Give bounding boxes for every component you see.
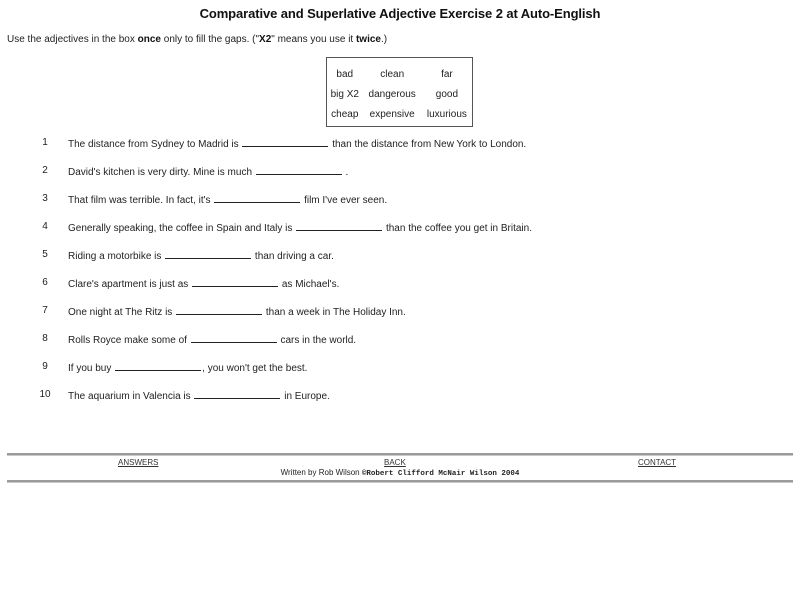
question-before: If you buy [68, 363, 115, 374]
question-item [0, 193, 800, 221]
question-number: 5 [42, 249, 48, 260]
answer-gap [115, 361, 201, 371]
question-item [0, 165, 800, 193]
answers-link[interactable]: ANSWERS [118, 458, 159, 467]
question-item [0, 221, 800, 249]
word-row [327, 104, 472, 124]
question-text [68, 221, 532, 234]
question-after: as Michael's. [279, 279, 340, 290]
question-list [0, 137, 800, 417]
question-before: Riding a motorbike is [68, 251, 165, 262]
question-number: 10 [39, 389, 51, 400]
instructions-text-1: Use the adjectives in the box [7, 34, 138, 45]
answer-gap [296, 221, 382, 231]
question-after: than the distance from New York to London. [329, 139, 527, 150]
question-after: film I've ever seen. [301, 195, 388, 206]
footer-top-rule [7, 453, 793, 456]
question-after: , you won't get the best. [202, 363, 308, 374]
question-after: cars in the world. [277, 335, 357, 346]
question-item [0, 137, 800, 165]
word-cell: bad [336, 68, 354, 80]
word-cell: expensive [369, 108, 415, 120]
question-item [0, 277, 800, 305]
word-cell: good [435, 88, 459, 100]
question-number: 4 [42, 221, 48, 232]
question-item [0, 333, 800, 361]
question-text [68, 165, 348, 178]
question-after: . [342, 167, 349, 178]
question-after: in Europe. [281, 391, 330, 402]
question-number: 3 [42, 193, 48, 204]
question-text [68, 249, 334, 262]
question-text [68, 333, 356, 346]
question-item [0, 305, 800, 333]
question-before: That film was terrible. In fact, it's [68, 195, 214, 206]
question-text [68, 193, 387, 206]
question-before: Generally speaking, the coffee in Spain and Italy is [68, 223, 296, 234]
question-after: than the coffee you get in Britain. [383, 223, 532, 234]
word-cell: far [441, 68, 453, 80]
question-before: The aquarium in Valencia is [68, 391, 194, 402]
word-row [327, 84, 472, 104]
word-cell: big X2 [330, 88, 359, 100]
back-link[interactable]: BACK [384, 458, 406, 467]
word-cell: clean [380, 68, 405, 80]
question-item [0, 249, 800, 277]
answer-gap [256, 165, 342, 175]
question-after: than driving a car. [252, 251, 334, 262]
answer-gap [191, 333, 277, 343]
question-after: than a week in The Holiday Inn. [263, 307, 406, 318]
question-number: 8 [42, 333, 48, 344]
question-text [68, 361, 307, 374]
answer-gap [192, 277, 278, 287]
instructions-text-2: only to fill the gaps. (" [160, 34, 260, 45]
question-number: 1 [42, 137, 48, 148]
question-before: David's kitchen is very dirty. Mine is much [68, 167, 255, 178]
question-text [68, 305, 406, 318]
word-row [327, 64, 472, 84]
instructions-bold-x2: X2 [259, 34, 272, 45]
answer-gap [165, 249, 251, 259]
question-before: Clare's apartment is just as [68, 279, 192, 290]
adjective-word-box [326, 57, 473, 127]
word-cell: dangerous [368, 88, 416, 100]
word-cell: cheap [331, 108, 359, 120]
contact-link[interactable]: CONTACT [638, 458, 677, 467]
question-number: 9 [42, 361, 48, 372]
question-text [68, 389, 330, 402]
answer-gap [242, 137, 328, 147]
instructions-bold-twice: twice [355, 34, 381, 45]
question-number: 7 [42, 305, 48, 316]
answer-gap [176, 305, 262, 315]
instructions-bold-once: once [137, 34, 161, 45]
adjective-table [327, 64, 472, 124]
answer-gap [194, 389, 280, 399]
question-before: One night at The Ritz is [68, 307, 176, 318]
page-title: Comparative and Superlative Adjective Exercise 2 at Auto-English [199, 6, 601, 21]
copyright-notice: ©Robert Clifford McNair Wilson 2004 [361, 470, 520, 478]
instructions-text-3: " means you use it [271, 34, 356, 45]
question-item [0, 389, 800, 417]
question-before: Rolls Royce make some of [68, 335, 190, 346]
word-cell: luxurious [426, 108, 467, 120]
credit-author: Written by Rob Wilson [280, 468, 362, 477]
instructions [7, 34, 387, 45]
question-number: 2 [42, 165, 48, 176]
answer-gap [214, 193, 300, 203]
question-item [0, 361, 800, 389]
question-text [68, 137, 526, 150]
question-number: 6 [42, 277, 48, 288]
footer-bottom-rule [7, 480, 793, 483]
credit-line [0, 468, 800, 478]
instructions-text-4: .) [380, 34, 388, 45]
question-before: The distance from Sydney to Madrid is [68, 139, 242, 150]
question-text [68, 277, 339, 290]
